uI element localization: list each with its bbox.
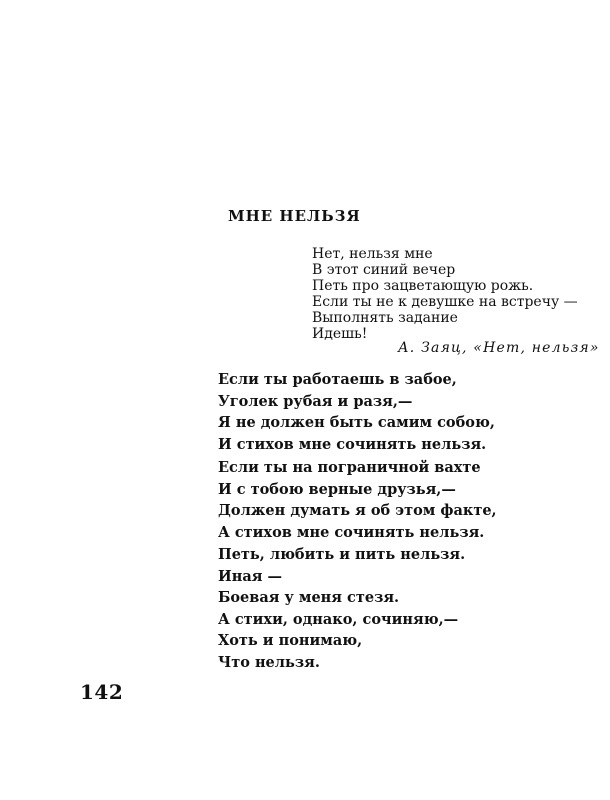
poem-line: А стихи, однако, сочиняю,— [218,610,459,628]
poem-line: Если ты на пограничной вахте [218,459,481,476]
poem-line: И с тобою верные друзья,— [218,480,456,498]
poem-line: И стихов мне сочинять нельзя. [218,435,487,453]
epigraph-line: Если ты не к девушке на встречу — [312,294,578,310]
epigraph [312,246,592,342]
poem-line: Иная — [218,567,282,585]
poem-title: МНЕ НЕЛЬЗЯ [228,207,361,225]
poem-line: Если ты работаешь в забое, [218,371,457,388]
epigraph-line: Петь про зацветающую рожь. [312,278,534,294]
stanza-3 [218,544,578,673]
epigraph-line: Нет, нельзя мне [312,246,433,262]
poem-line: Я не должен быть самим собою, [218,414,495,431]
poem-line: Уголек рубая и разя,— [218,392,413,410]
stanza-1 [218,369,578,455]
epigraph-line: Идешь! [312,326,368,342]
poem-line: Петь, любить и пить нельзя. [218,546,466,563]
poem-line: Должен думать я об этом факте, [218,502,497,519]
poem-line: А стихов мне сочинять нельзя. [218,523,485,541]
poem-line: Что нельзя. [218,653,320,671]
epigraph-line: В этот синий вечер [312,262,456,278]
epigraph-attribution: А. Заяц, «Нет, нельзя» [398,340,600,356]
page-number: 142 [80,680,124,704]
stanza-2 [218,457,578,543]
poem-line: Хоть и понимаю, [218,632,363,649]
epigraph-line: Выполнять задание [312,310,458,326]
poem-line: Боевая у меня стезя. [218,589,400,606]
